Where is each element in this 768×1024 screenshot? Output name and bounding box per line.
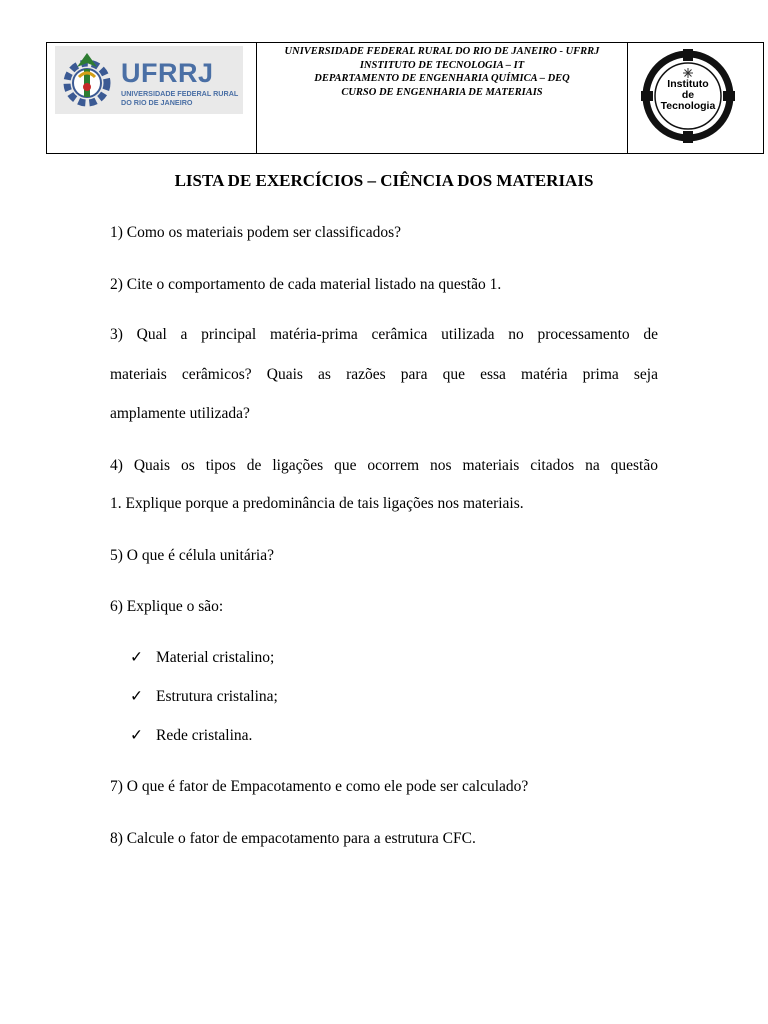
check-mark-icon: ✓ (130, 688, 143, 705)
question-5: 5) O que é célula unitária? (110, 547, 274, 564)
question-4-line1: 4) Quais os tipos de ligações que ocorrem nos materiais citados na questão (110, 457, 658, 474)
header-course-line: CURSO DE ENGENHARIA DE MATERIAIS (341, 86, 543, 98)
question-6: 6) Explique o são: (110, 598, 224, 615)
header-institution-text (257, 43, 628, 153)
ufrrj-subtitle-line1: UNIVERSIDADE FEDERAL RURAL (121, 89, 239, 98)
list-item-material-cristalino (130, 648, 274, 668)
document-title: LISTA DE EXERCÍCIOS – CIÊNCIA DOS MATERIAIS (174, 171, 594, 190)
check-mark-icon: ✓ (130, 649, 143, 666)
list-item-label: Rede cristalina. (156, 727, 253, 744)
question-8: 8) Calcule o fator de empacotamento para a estrutura CFC. (110, 830, 476, 847)
ufrrj-logo-cell (47, 43, 257, 153)
header-university-line: UNIVERSIDADE FEDERAL RURAL DO RIO DE JANEIRO - UFRRJ (284, 46, 600, 57)
question-3-line3: amplamente utilizada? (110, 405, 250, 422)
list-item-rede-cristalina (130, 726, 252, 746)
it-logo-line2: de (681, 89, 695, 101)
header-institute-line: INSTITUTO DE TECNOLOGIA – IT (359, 59, 525, 71)
question-4-line2: 1. Explique porque a predominância de tais ligações nos materiais. (110, 495, 524, 512)
ufrrj-logo (55, 46, 243, 114)
question-3-line2: materiais cerâmicos? Quais as razões para que essa matéria prima seja (110, 366, 658, 383)
gear-emblem-icon (57, 47, 117, 113)
header-department-line: DEPARTAMENTO DE ENGENHARIA QUÍMICA – DEQ (314, 73, 570, 84)
question-1: 1) Como os materiais podem ser classificados? (110, 224, 401, 241)
question-3-line1: 3) Qual a principal matéria-prima cerâmica utilizada no processamento de (110, 326, 658, 343)
it-logo-cell (628, 43, 763, 153)
list-item-label: Estrutura cristalina; (156, 688, 278, 705)
question-7: 7) O que é fator de Empacotamento e como ele pode ser calculado? (110, 778, 529, 795)
it-logo-text (652, 79, 724, 112)
ufrrj-acronym: UFRRJ (121, 58, 214, 88)
it-logo-line3: Tecnologia (660, 100, 716, 112)
header-table (46, 42, 764, 154)
list-item-label: Material cristalino; (156, 649, 275, 666)
it-logo-line1: Instituto (667, 78, 709, 90)
list-item-estrutura-cristalina (130, 687, 278, 707)
question-2: 2) Cite o comportamento de cada material listado na questão 1. (110, 276, 502, 293)
ufrrj-subtitle-line2: DO RIO DE JANEIRO (121, 97, 193, 107)
check-mark-icon: ✓ (130, 727, 143, 744)
ufrrj-subtitle (121, 90, 241, 107)
